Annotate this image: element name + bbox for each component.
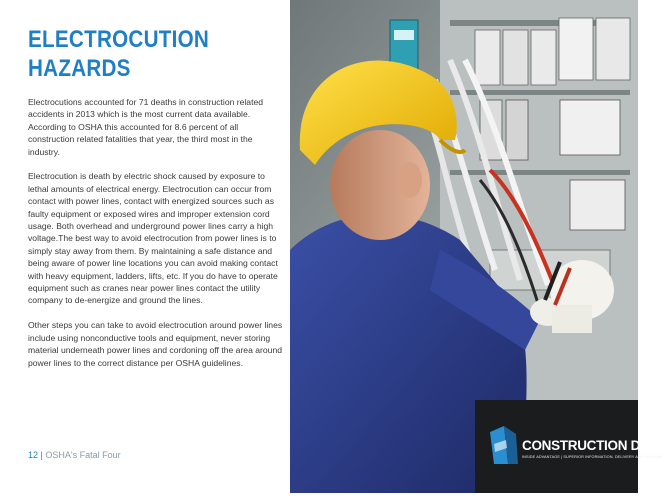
text-column <box>0 0 290 493</box>
electrician-photo <box>290 0 638 493</box>
paragraph-3: Other steps you can take to avoid electrocution around power lines include using nonconductive tools and equipment, never storing material underneath power lines and cordoning off the area around power lines to the correct distance per OSHA guidelines. <box>28 320 283 368</box>
footer-title: OSHA's Fatal Four <box>45 450 121 460</box>
logo-mark-icon <box>486 424 520 466</box>
page-title <box>28 25 243 83</box>
logo-tagline: INSIDE ADVANTAGE | SUPERIOR INFORMATION, DELIVERY AND SUPPORT <box>522 455 664 459</box>
footer-separator: | <box>40 450 43 460</box>
construction-data-logo <box>486 424 665 470</box>
paragraph-1: Electrocutions accounted for 71 deaths in construction related accidents in 2013 which is the most current data available. According to OSHA this accounted for 8.6 percent of all construction related fatalities that year, the third most in the industry. <box>28 97 264 157</box>
page-title-line1: ELECTROCUTION <box>28 26 210 53</box>
page-number: 12 <box>28 450 39 460</box>
electrician-photo-icon <box>290 0 638 493</box>
paragraph-2: Electrocution is death by electric shock caused by exposure to lethal amounts of electrical energy. Electrocution can occur from contact with power lines, contact with energized sources such as faulty equipment or exposed wires and improper extension cord usage. Both overhead and underground power lines carry a high voltage.The best way to avoid electrocution from power lines is to simply stay away from them. By maintaining a safe distance and being aware of power line locations you can avoid making contact with heavy equipment, ladders, lifts, etc. If you do have to operate equipment such as cranes near power lines contact the utility company to de-energize and ground the lines. <box>28 171 278 306</box>
logo-name: CONSTRUCTION DATA <box>522 438 665 453</box>
page-title-line2: HAZARDS <box>28 55 131 82</box>
page-footer <box>28 450 121 460</box>
article-body <box>28 96 284 381</box>
